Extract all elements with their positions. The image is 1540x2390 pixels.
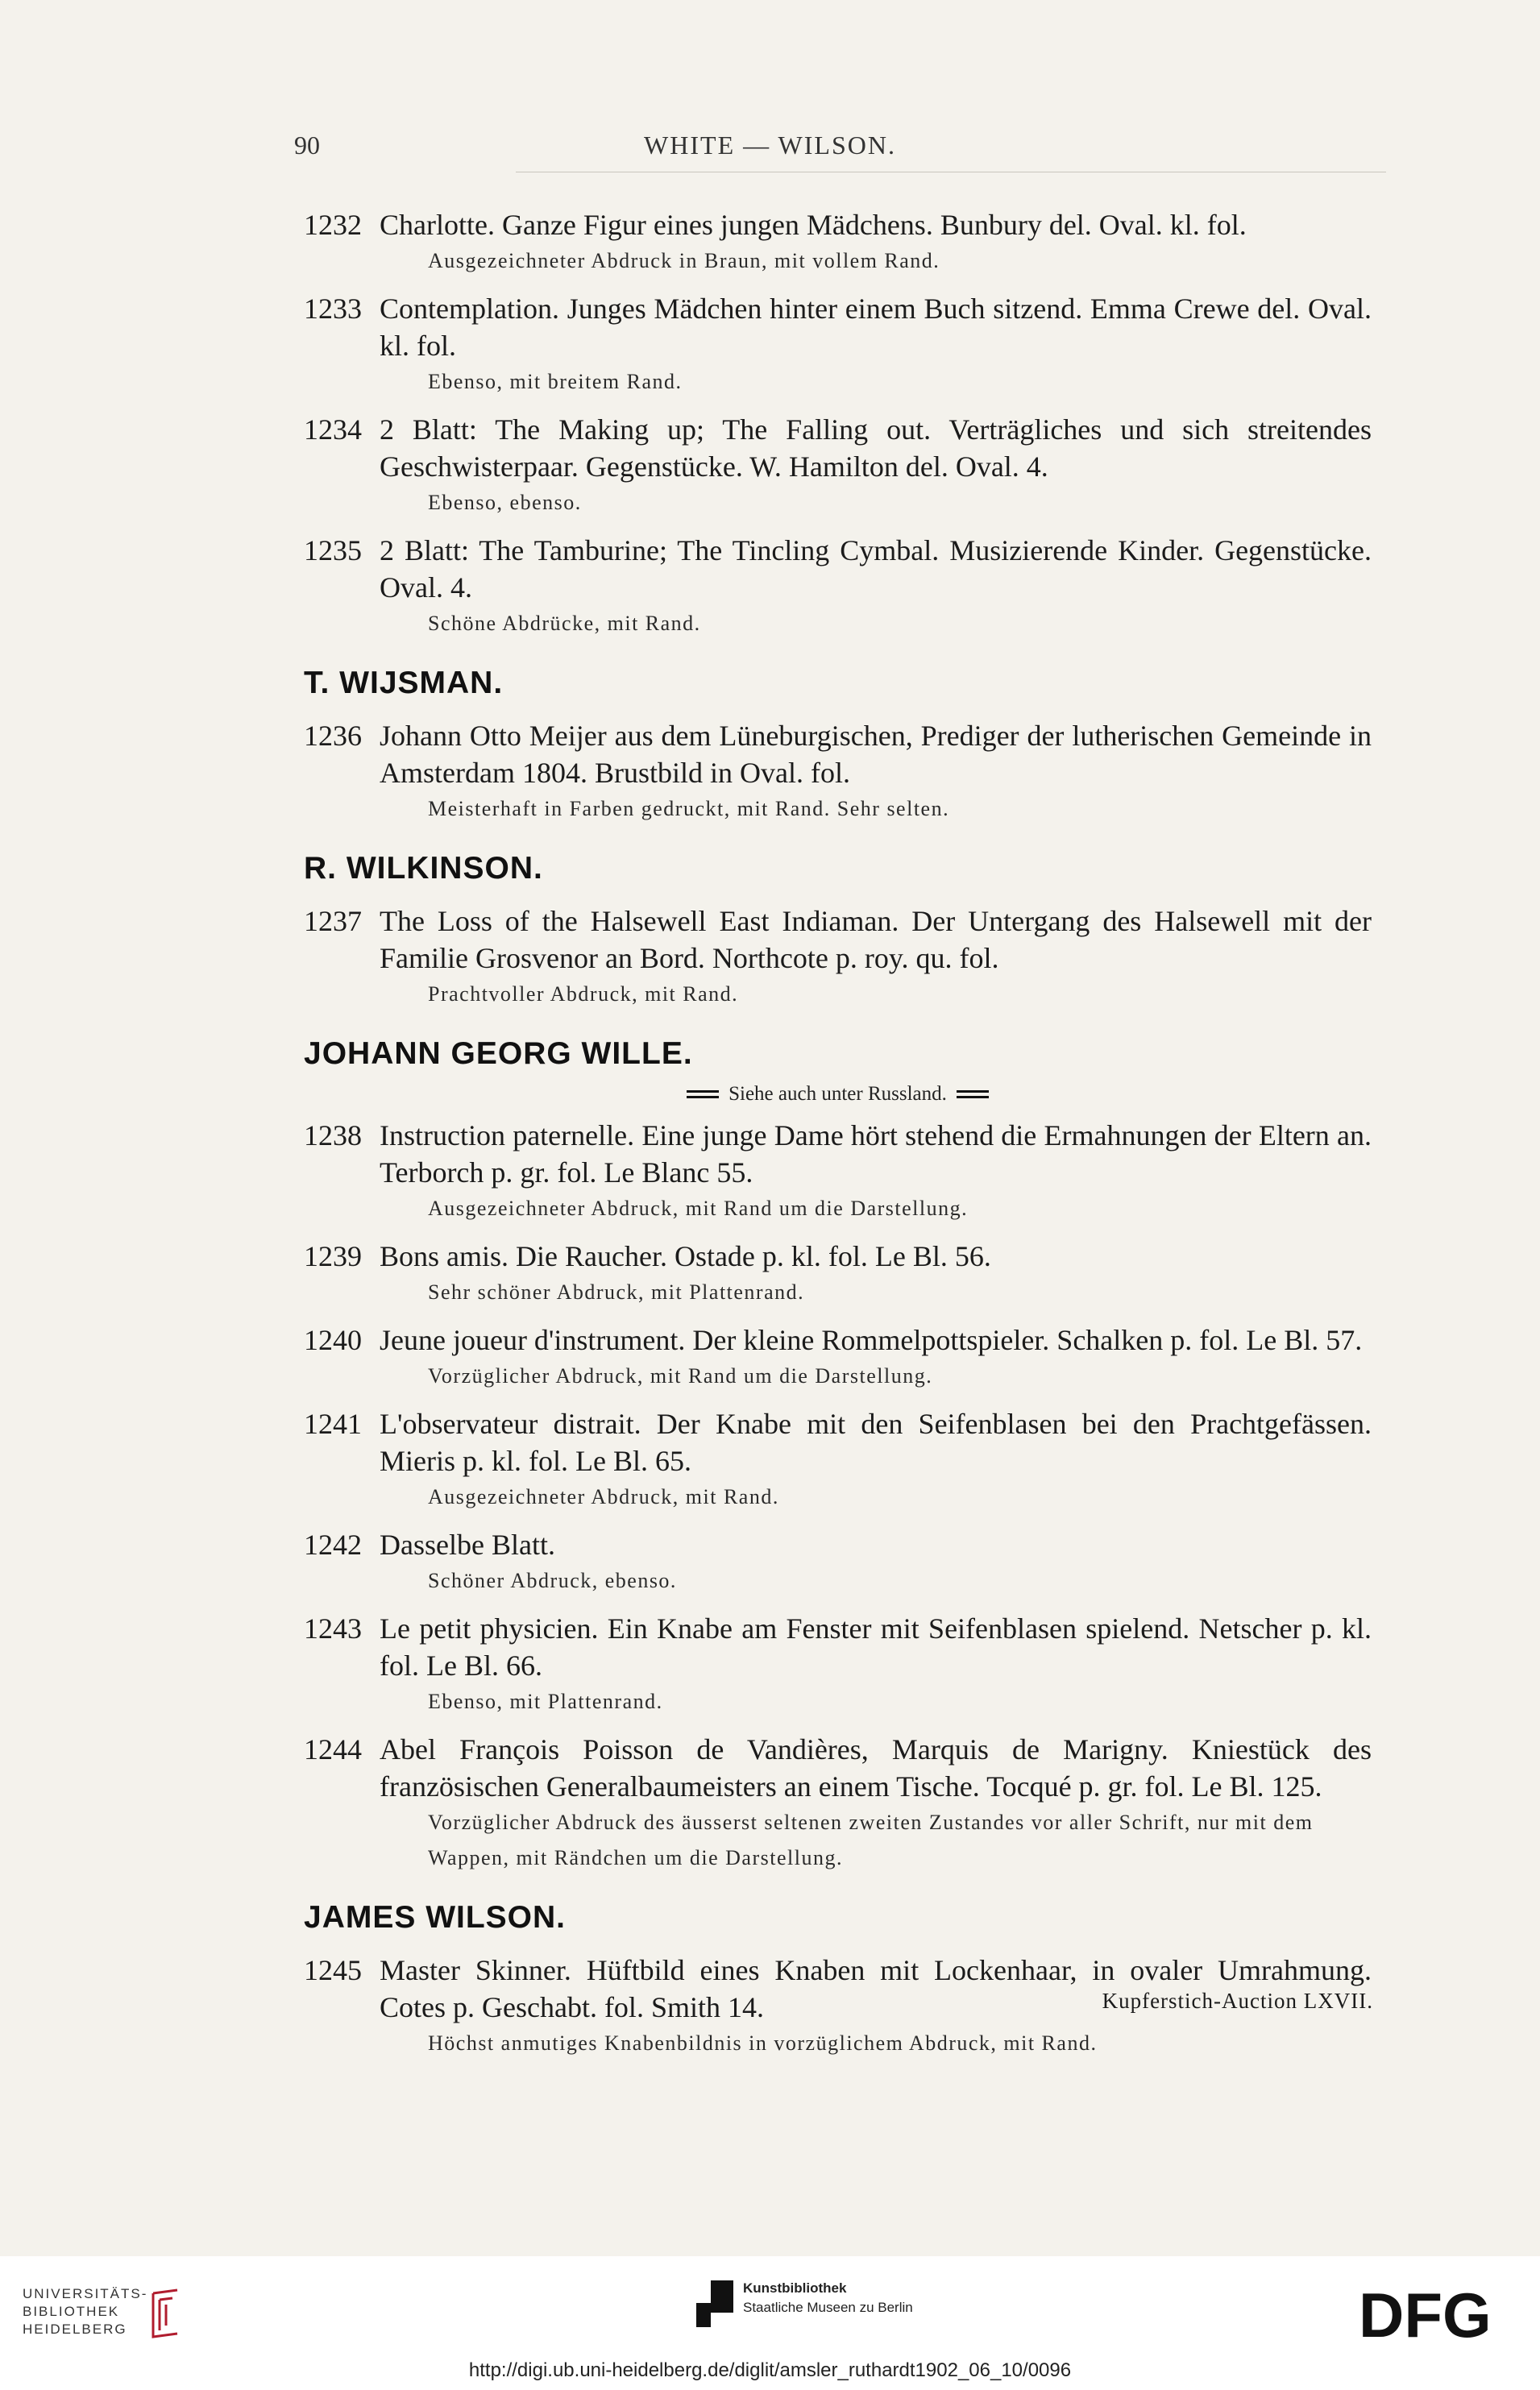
catalogue-entry xyxy=(304,206,1372,279)
lot-description: Master Skinner. Hüftbild eines Knaben mit Lockenhaar, in ovaler Umrahmung. Cotes p. Geschabt. fol. Smith 14. xyxy=(380,1954,1372,2023)
catalogue-reference: Kupferstich-Auction LXVII. xyxy=(1102,1989,1373,2013)
condition-note: Schöner Abdruck, ebenso. xyxy=(428,1569,677,1592)
condition-note: Meisterhaft in Farben gedruckt, mit Rand. Sehr selten. xyxy=(428,797,950,820)
condition-note: Prachtvoller Abdruck, mit Rand. xyxy=(428,982,739,1006)
see-also-text: Siehe auch unter Russland. xyxy=(728,1083,947,1105)
condition-note: Ausgezeichneter Abdruck in Braun, mit vollem Rand. xyxy=(428,249,940,272)
catalogue-entry xyxy=(304,1117,1372,1226)
lot-description: Le petit physicien. Ein Knabe am Fenster mit Seifenblasen spielend. Netscher p. kl. fol. Le Bl. 66. xyxy=(380,1612,1372,1682)
kunstbibliothek-name: Kunstbibliothek xyxy=(743,2280,847,2296)
kunstbibliothek-logo-icon xyxy=(696,2280,737,2327)
lot-number: 1234 xyxy=(304,413,362,446)
lot-description: Dasselbe Blatt. xyxy=(380,1529,555,1561)
catalogue-content xyxy=(304,206,1372,2073)
condition-note: Schöne Abdrücke, mit Rand. xyxy=(428,612,701,635)
artist-heading: JOHANN GEORG WILLE. xyxy=(304,1036,693,1071)
lot-number: 1238 xyxy=(304,1119,362,1151)
lot-description: 2 Blatt: The Tamburine; The Tincling Cymbal. Musizierende Kinder. Gegenstücke. Oval. 4. xyxy=(380,534,1372,604)
lot-description: Instruction paternelle. Eine junge Dame hört stehend die Ermahnungen der Eltern an. Terborch p. gr. fol. Le Blanc 55. xyxy=(380,1119,1372,1189)
artist-heading: T. WIJSMAN. xyxy=(304,666,504,700)
condition-note: Ebenso, mit breitem Rand. xyxy=(428,370,683,393)
running-title: WHITE — WILSON. xyxy=(644,131,896,160)
lot-number: 1232 xyxy=(304,209,362,241)
catalogue-entry xyxy=(304,902,1372,1012)
catalogue-entry xyxy=(304,1526,1372,1599)
lot-number: 1242 xyxy=(304,1529,362,1561)
condition-note: Ebenso, ebenso. xyxy=(428,491,582,514)
lot-description: Charlotte. Ganze Figur eines jungen Mädchens. Bunbury del. Oval. kl. fol. xyxy=(380,209,1247,241)
condition-note: Ausgezeichneter Abdruck, mit Rand. xyxy=(428,1485,779,1508)
dfg-logo-text: DFG xyxy=(1359,2287,1492,2343)
catalogue-entry xyxy=(304,411,1372,521)
condition-note: Ausgezeichneter Abdruck, mit Rand um die Darstellung. xyxy=(428,1197,969,1220)
source-url[interactable]: http://digi.ub.uni-heidelberg.de/diglit/amsler_ruthardt1902_06_10/0096 xyxy=(468,2359,1072,2381)
catalogue-entry xyxy=(304,532,1372,641)
lot-description: Johann Otto Meijer aus dem Lüneburgischen, Prediger der lutherischen Gemeinde in Amsterdam 1804. Brustbild in Oval. fol. xyxy=(380,720,1372,789)
lot-description: L'observateur distrait. Der Knabe mit den Seifenblasen bei den Prachtgefässen. Mieris p. kl. fol. Le Bl. 65. xyxy=(380,1408,1372,1477)
catalogue-entry xyxy=(304,717,1372,827)
lot-number: 1243 xyxy=(304,1612,362,1645)
catalogue-entry xyxy=(304,1238,1372,1310)
lot-number: 1236 xyxy=(304,720,362,752)
catalogue-entry xyxy=(304,1731,1372,1876)
running-head xyxy=(0,131,1540,169)
artist-heading: JAMES WILSON. xyxy=(304,1900,567,1935)
page-number: 90 xyxy=(294,131,320,160)
lot-description: 2 Blatt: The Making up; The Falling out. Verträgliches und sich streitendes Geschwisterpaar. Gegenstücke. W. Hamilton del. Oval. 4. xyxy=(380,413,1372,483)
university-line: BIBLIOTHEK xyxy=(23,2304,120,2319)
lot-number: 1241 xyxy=(304,1408,362,1440)
catalogue-entry xyxy=(304,1610,1372,1720)
lot-number: 1235 xyxy=(304,534,362,566)
kunstbibliothek-logo[interactable] xyxy=(743,2279,913,2317)
catalogue-entry xyxy=(304,1322,1372,1394)
lot-description: The Loss of the Halsewell East Indiaman. Der Untergang des Halsewell mit der Familie Grosvenor an Bord. Northcote p. roy. qu. fol. xyxy=(380,905,1372,974)
university-line: HEIDELBERG xyxy=(23,2322,127,2337)
condition-note: Ebenso, mit Plattenrand. xyxy=(428,1690,663,1713)
lot-description: Contemplation. Junges Mädchen hinter einem Buch sitzend. Emma Crewe del. Oval. kl. fol. xyxy=(380,293,1372,362)
university-library-logo[interactable] xyxy=(23,2285,147,2338)
condition-note: Vorzüglicher Abdruck, mit Rand um die Darstellung. xyxy=(428,1364,933,1388)
lot-description: Abel François Poisson de Vandières, Marquis de Marigny. Kniestück des französischen Generalbaumeisters an einem Tische. Tocqué p. gr. fol. Le Bl. 125. xyxy=(380,1733,1372,1803)
catalogue-entry xyxy=(304,290,1372,400)
catalogue-entry xyxy=(304,1405,1372,1515)
double-rule-icon xyxy=(687,1090,719,1098)
lot-number: 1240 xyxy=(304,1324,362,1356)
lot-number: 1233 xyxy=(304,293,362,325)
lot-number: 1237 xyxy=(304,905,362,937)
kunstbibliothek-subtitle: Staatliche Museen zu Berlin xyxy=(743,2300,913,2315)
see-also-note xyxy=(304,1083,1372,1106)
lot-number: 1244 xyxy=(304,1733,362,1766)
condition-note: Sehr schöner Abdruck, mit Plattenrand. xyxy=(428,1280,805,1304)
lot-number: 1239 xyxy=(304,1240,362,1272)
heidelberg-mark-icon xyxy=(145,2287,185,2343)
lot-description: Jeune joueur d'instrument. Der kleine Rommelpottspieler. Schalken p. fol. Le Bl. 57. xyxy=(380,1324,1363,1356)
dfg-logo[interactable] xyxy=(1359,2287,1520,2343)
double-rule-icon xyxy=(957,1090,989,1098)
lot-number: 1245 xyxy=(304,1954,362,1986)
condition-note: Vorzüglicher Abdruck des äusserst seltenen zweiten Zustandes vor aller Schrift, nur mit dem Wappen, mit Rändchen um die Darstellung. xyxy=(428,1811,1314,1869)
artist-heading: R. WILKINSON. xyxy=(304,851,543,886)
condition-note: Höchst anmutiges Knabenbildnis in vorzüglichem Abdruck, mit Rand. xyxy=(428,2031,1098,2055)
lot-description: Bons amis. Die Raucher. Ostade p. kl. fol. Le Bl. 56. xyxy=(380,1240,991,1272)
university-line: UNIVERSITÄTS- xyxy=(23,2286,148,2301)
